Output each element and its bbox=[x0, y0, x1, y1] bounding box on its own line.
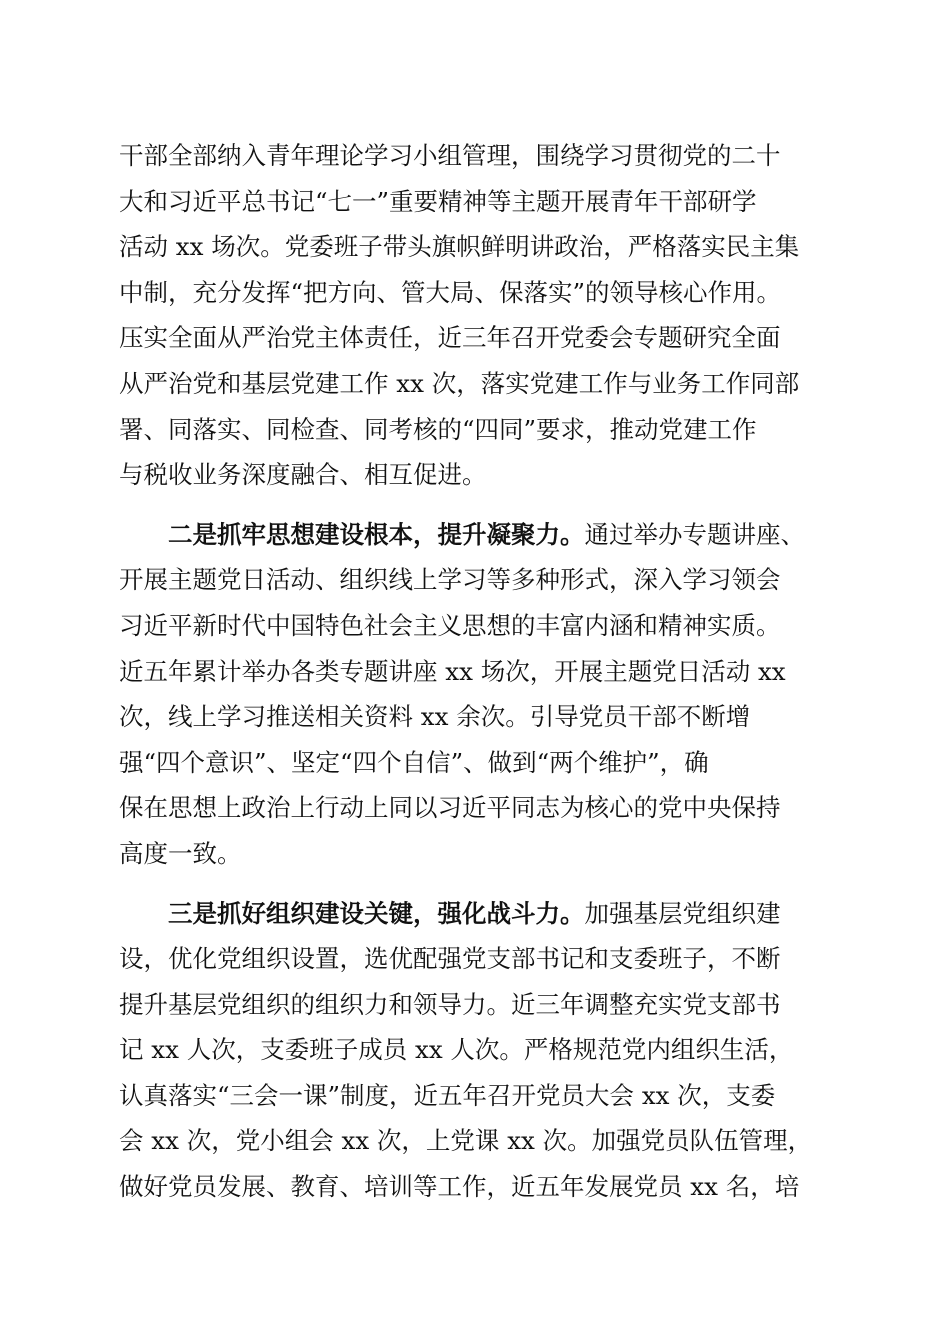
text-line: 压实全面从严治党主体责任，近三年召开党委会专题研究全面 bbox=[119, 323, 781, 353]
paragraph-heading: 二是抓牢思想建设根本，提升凝聚力。 bbox=[168, 519, 585, 549]
text-line: 会 xx 次，党小组会 xx 次，上党课 xx 次。加强党员队伍管理， bbox=[119, 1126, 813, 1156]
text-line: 开展主题党日活动、组织线上学习等多种形式，深入学习领会 bbox=[119, 565, 781, 595]
paragraph-heading: 三是抓好组织建设关键，强化战斗力。 bbox=[168, 898, 585, 928]
text-line: 次，线上学习推送相关资料 xx 余次。引导党员干部不断增 bbox=[119, 702, 751, 732]
paragraph-2 bbox=[119, 512, 830, 877]
paragraph-first-line bbox=[119, 512, 830, 558]
text-line: 高度一致。 bbox=[119, 838, 242, 868]
text-line: 认真落实“三会一课”制度，近五年召开党员大会 xx 次，支委 bbox=[119, 1080, 776, 1110]
text-line: 记 xx 人次，支委班子成员 xx 人次。严格规范党内组织生活， bbox=[119, 1035, 794, 1065]
document-body bbox=[119, 133, 830, 1210]
paragraph-3 bbox=[119, 891, 830, 1210]
text-line: 干部全部纳入青年理论学习小组管理，围绕学习贯彻党的二十 bbox=[119, 141, 781, 170]
paragraph-lead-text: 加强基层党组织建 bbox=[584, 898, 781, 928]
text-line: 从严治党和基层党建工作 xx 次，落实党建工作与业务工作同部 bbox=[119, 368, 800, 398]
text-line: 保在思想上政治上行动上同以习近平同志为核心的党中央保持 bbox=[119, 793, 781, 823]
text-line: 强“四个意识”、坚定“四个自信”、做到“两个维护”，确 bbox=[119, 747, 709, 777]
paragraph-first-line bbox=[119, 891, 830, 937]
text-line: 习近平新时代中国特色社会主义思想的丰富内涵和精神实质。 bbox=[119, 610, 781, 640]
text-line: 提升基层党组织的组织力和领导力。近三年调整充实党支部书 bbox=[119, 989, 781, 1019]
text-line: 活动 xx 场次。党委班子带头旗帜鲜明讲政治，严格落实民主集 bbox=[119, 232, 800, 262]
text-line: 设，优化党组织设置，选优配强党支部书记和支委班子，不断 bbox=[119, 944, 781, 974]
text-line: 署、同落实、同检查、同考核的“四同”要求，推动党建工作 bbox=[119, 414, 757, 444]
text-line: 与税收业务深度融合、相互促进。 bbox=[119, 460, 487, 490]
text-line: 大和习近平总书记“七一”重要精神等主题开展青年干部研学 bbox=[119, 186, 757, 216]
text-line: 近五年累计举办各类专题讲座 xx 场次，开展主题党日活动 xx bbox=[119, 656, 786, 686]
text-line: 做好党员发展、教育、培训等工作，近五年发展党员 xx 名，培 bbox=[119, 1172, 800, 1202]
paragraph-lead-text: 通过举办专题讲座、 bbox=[584, 519, 805, 549]
paragraph-1 bbox=[119, 133, 830, 498]
text-line: 中制，充分发挥“把方向、管大局、保落实”的领导核心作用。 bbox=[119, 277, 782, 307]
